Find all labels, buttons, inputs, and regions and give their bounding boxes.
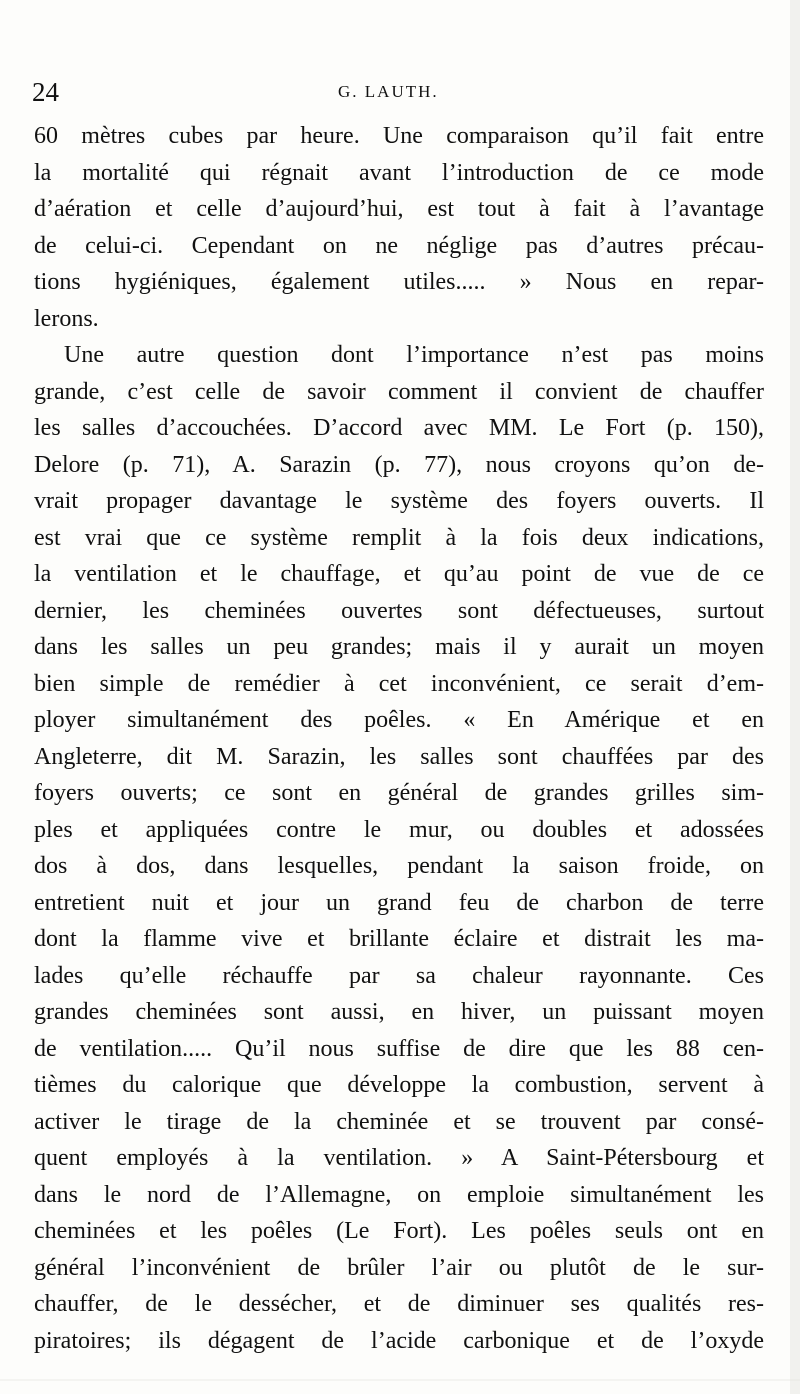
running-head: G. LAUTH. <box>338 82 439 101</box>
text-line: chauffer, de le dessécher, et de diminuer ses qualités res- <box>34 1291 764 1317</box>
paragraph-end-line: lerons. <box>34 305 99 332</box>
text-line: est vrai que ce système remplit à la fois deux indications, <box>34 524 764 551</box>
text-line: les salles d’accouchées. D’accord avec MM. Le Fort (p. 150), <box>34 415 764 441</box>
text-line: ployer simultanément des poêles. « En Amérique et en <box>34 707 764 733</box>
text-line: piratoires; ils dégagent de l’acide carbonique et de l’oxyde <box>34 1327 764 1354</box>
text-line: d’aération et celle d’aujourd’hui, est tout à fait à l’avantage <box>34 196 764 222</box>
text-line: la ventilation et le chauffage, et qu’au point de vue de ce <box>34 561 764 587</box>
text-line: bien simple de remédier à cet inconvénient, ce serait d’em- <box>34 670 764 697</box>
text-line: la mortalité qui régnait avant l’introduction de ce mode <box>34 159 764 186</box>
text-line: quent employés à la ventilation. » A Saint-Pétersbourg et <box>34 1145 764 1171</box>
text-line: tions hygiéniques, également utiles..... » Nous en repar- <box>34 269 764 295</box>
text-line: activer le tirage de la cheminée et se trouvent par consé- <box>34 1108 764 1135</box>
page-number: 24 <box>32 77 59 107</box>
text-line: dernier, les cheminées ouvertes sont défectueuses, surtout <box>34 597 764 624</box>
page-header <box>32 74 772 110</box>
text-line: tièmes du calorique que développe la combustion, servent à <box>34 1072 764 1098</box>
text-line: foyers ouverts; ce sont en général de grandes grilles sim- <box>34 780 764 806</box>
text-line: dos à dos, dans lesquelles, pendant la saison froide, on <box>34 853 764 879</box>
text-line: 60 mètres cubes par heure. Une comparaison qu’il fait entre <box>34 123 764 149</box>
text-line: de celui-ci. Cependant on ne néglige pas d’autres précau- <box>34 232 764 259</box>
text-line: grande, c’est celle de savoir comment il convient de chauffer <box>34 378 764 405</box>
text-line: de ventilation..... Qu’il nous suffise de dire que les 88 cen- <box>34 1035 764 1062</box>
text-line: entretient nuit et jour un grand feu de charbon de terre <box>34 889 764 916</box>
text-line: dans le nord de l’Allemagne, on emploie simultanément les <box>34 1181 764 1208</box>
text-line: dans les salles un peu grandes; mais il y aurait un moyen <box>34 634 764 660</box>
body-text <box>34 118 764 1359</box>
paragraph-start-line: Une autre question dont l’importance n’est pas moins <box>64 342 764 368</box>
text-line: ples et appliquées contre le mur, ou doubles et adossées <box>34 816 764 843</box>
text-line: dont la flamme vive et brillante éclaire et distrait les ma- <box>34 926 764 952</box>
text-line: cheminées et les poêles (Le Fort). Les poêles seuls ont en <box>34 1218 764 1244</box>
text-line: lades qu’elle réchauffe par sa chaleur rayonnante. Ces <box>34 962 764 989</box>
text-line: Delore (p. 71), A. Sarazin (p. 77), nous croyons qu’on de- <box>34 451 764 478</box>
text-line: général l’inconvénient de brûler l’air ou plutôt de le sur- <box>34 1254 764 1281</box>
text-line: grandes cheminées sont aussi, en hiver, un puissant moyen <box>34 999 764 1025</box>
text-line: vrait propager davantage le système des foyers ouverts. Il <box>34 488 764 514</box>
text-line: Angleterre, dit M. Sarazin, les salles sont chauffées par des <box>34 743 764 770</box>
